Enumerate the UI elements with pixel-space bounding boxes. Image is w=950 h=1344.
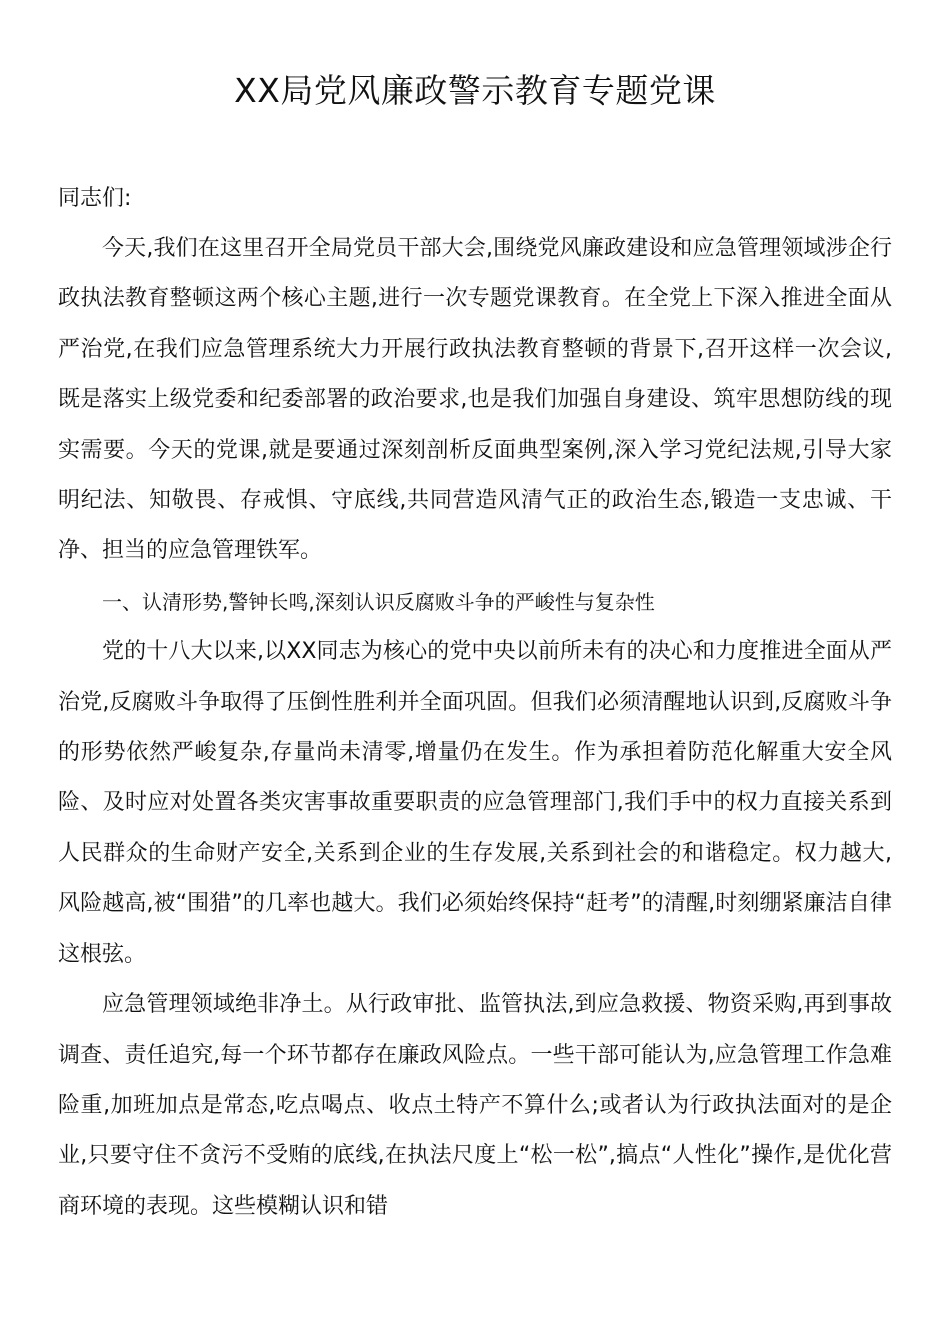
section-paragraph: 应急管理领域绝非净土。从行政审批、监管执法,到应急救援、物资采购,再到事故调查、责任追究,每一个环节都存在廉政风险点。一些干部可能认为,应急管理工作急难险重,加班加点是常态,吃点喝点、收点土特产不算什么;或者认为行政执法面对的是企业,只要守住不贪污不受贿的底线,在执法尺度上“松一松”,搞点“人性化”操作,是优化营商环境的表现。这些模糊认识和错 [58,992,892,1219]
section-heading: 一、认清形势,警钟长鸣,深刻认识反腐败斗争的严峻性与复杂性 [102,589,655,614]
intro-paragraph: 今天,我们在这里召开全局党员干部大会,围绕党风廉政建设和应急管理领域涉企行政执法教育整顿这两个核心主题,进行一次专题党课教育。在全党上下深入推进全面从严治党,在我们应急管理系统大力开展行政执法教育整顿的背景下,召开这样一次会议,既是落实上级党委和纪委部署的政治要求,也是我们加强自身建设、筑牢思想防线的现实需要。今天的党课,就是要通过深刻剖析反面典型案例,深入学习党纪法规,引导大家明纪法、知敬畏、存戒惧、守底线,共同营造风清气正的政治生态,锻造一支忠诚、干净、担当的应急管理铁军。 [58,236,892,564]
greeting: 同志们: [58,186,132,211]
document-page [58,0,892,1232]
document-title: XX局党风廉政警示教育专题党课 [234,71,716,110]
section-paragraph: 党的十八大以来,以XX同志为核心的党中央以前所未有的决心和力度推进全面从严治党,反腐败斗争取得了压倒性胜利并全面巩固。但我们必须清醒地认识到,反腐败斗争的形势依然严峻复杂,存量尚未清零,增量仍在发生。作为承担着防范化解重大安全风险、及时应对处置各类灾害事故重要职责的应急管理部门,我们手中的权力直接关系到人民群众的生命财产安全,关系到企业的生存发展,关系到社会的和谐稳定。权力越大,风险越高,被“围猎”的几率也越大。我们必须始终保持“赶考”的清醒,时刻绷紧廉洁自律这根弦。 [58,639,892,967]
